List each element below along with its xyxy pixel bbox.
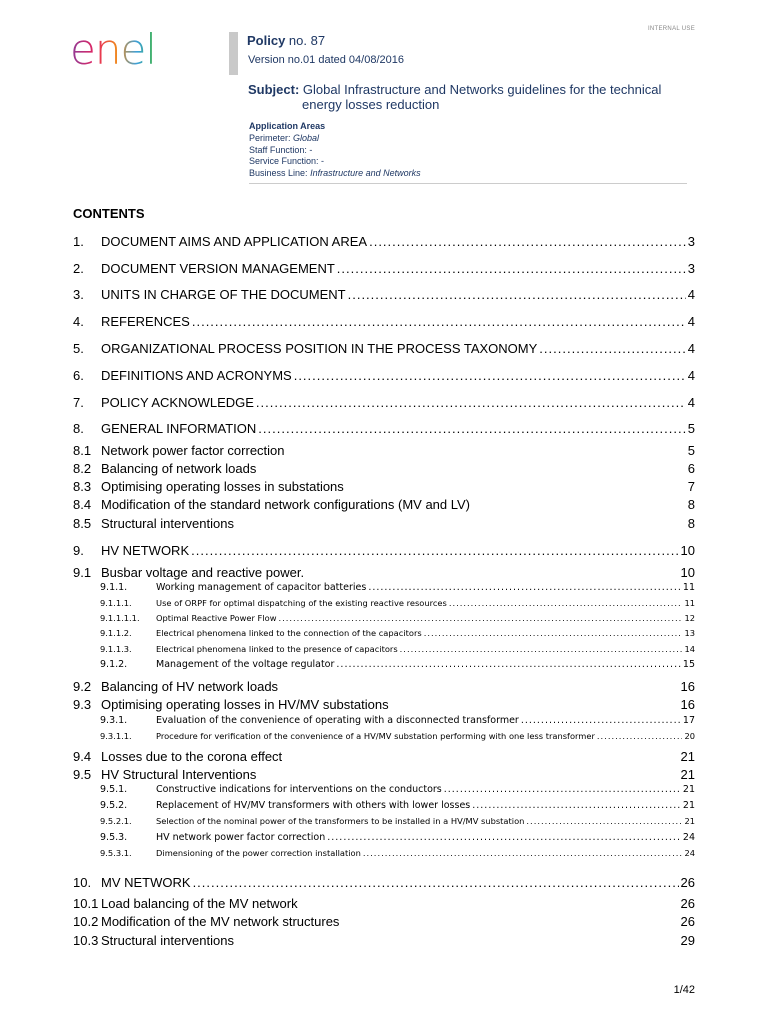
toc-label: Modification of the MV network structures [101, 914, 340, 929]
toc-number: 10.2 [73, 914, 99, 929]
toc-leader [363, 848, 683, 858]
toc-number: 9.2 [73, 679, 92, 694]
toc-page: 24 [682, 832, 695, 843]
toc-entry[interactable] [73, 565, 695, 580]
contents-heading: CONTENTS [73, 206, 145, 221]
toc-entry[interactable] [73, 679, 695, 694]
toc-entry[interactable] [100, 628, 695, 638]
toc-page: 20 [684, 731, 695, 741]
toc-leader [337, 261, 686, 276]
toc-leader [369, 234, 686, 249]
toc-page: 6 [687, 461, 695, 476]
toc-label: HV NETWORK [101, 543, 190, 558]
toc-label: Management of the voltage regulator [156, 659, 335, 670]
toc-number: 9.1.1.3. [100, 644, 132, 654]
toc-entry[interactable] [100, 816, 695, 826]
toc-number: 9.5.3.1. [100, 848, 132, 858]
perimeter-line [249, 133, 421, 145]
toc-leader [424, 628, 683, 638]
toc-entry[interactable] [73, 543, 695, 558]
toc-number: 10.1 [73, 896, 99, 911]
toc-page: 12 [684, 613, 695, 623]
toc-entry[interactable] [73, 314, 695, 329]
toc-label: Busbar voltage and reactive power. [101, 565, 305, 580]
toc-page: 16 [680, 697, 695, 712]
toc-page: 4 [687, 368, 695, 383]
toc-number: 9.1.1.1.1. [100, 613, 140, 623]
toc-number: 8.2 [73, 461, 92, 476]
toc-leader [193, 875, 679, 890]
toc-number: 7. [73, 395, 84, 410]
header-divider [249, 183, 687, 184]
toc-label: DEFINITIONS AND ACRONYMS [101, 368, 292, 383]
toc-leader [400, 644, 683, 654]
toc-label: UNITS IN CHARGE OF THE DOCUMENT [101, 287, 346, 302]
toc-entry[interactable] [73, 234, 695, 249]
toc-entry[interactable] [73, 497, 695, 512]
toc-leader [256, 395, 686, 410]
toc-number: 9.5.2. [100, 800, 128, 811]
toc-leader [539, 341, 685, 356]
business-line-value: Infrastructure and Networks [310, 168, 421, 179]
toc-label: Working management of capacitor batteries [156, 582, 367, 593]
toc-entry[interactable] [73, 368, 695, 383]
toc-page: 21 [682, 800, 695, 811]
subject-label: Subject: [248, 82, 300, 97]
toc-page: 4 [687, 314, 695, 329]
page-number: 1/42 [673, 984, 695, 996]
toc-page: 14 [684, 644, 695, 654]
toc-label: Optimising operating losses in HV/MV substations [101, 697, 389, 712]
toc-label: DOCUMENT VERSION MANAGEMENT [101, 261, 335, 276]
business-line [249, 168, 421, 180]
toc-entry[interactable] [73, 461, 695, 476]
toc-entry[interactable] [73, 697, 695, 712]
toc-entry[interactable] [100, 644, 695, 654]
toc-leader [444, 784, 681, 795]
perimeter-label: Perimeter: [249, 132, 291, 143]
toc-page: 8 [687, 516, 695, 531]
toc-label: Losses due to the corona effect [101, 749, 283, 764]
toc-number: 9.1 [73, 565, 92, 580]
toc-number: 8.3 [73, 479, 92, 494]
application-areas-title: Application Areas [249, 121, 326, 131]
toc-label: Load balancing of the MV network [101, 896, 298, 911]
toc-leader [336, 659, 681, 670]
toc-label: Structural interventions [101, 516, 234, 531]
toc-page: 21 [682, 784, 695, 795]
toc-page: 10 [680, 543, 695, 558]
perimeter-value: Global [293, 132, 320, 143]
toc-label: Structural interventions [101, 933, 234, 948]
toc-label: Electrical phenomena linked to the connection of the capacitors [156, 628, 422, 638]
toc-label: Network power factor correction [101, 443, 285, 458]
business-line-label: Business Line: [249, 168, 308, 179]
toc-label: Modification of the standard network configurations (MV and LV) [101, 497, 471, 512]
toc-number: 8.1 [73, 443, 92, 458]
toc-number: 9.5.1. [100, 784, 128, 795]
toc-page: 8 [687, 497, 695, 512]
internal-use-label: INTERNAL USE [647, 26, 695, 32]
toc-number: 6. [73, 368, 84, 383]
toc-label: DOCUMENT AIMS AND APPLICATION AREA [101, 234, 368, 249]
toc-entry[interactable] [100, 800, 695, 811]
toc-page: 26 [680, 914, 695, 929]
toc-number: 1. [73, 234, 84, 249]
toc-page: 10 [680, 565, 695, 580]
toc-number: 9.5.3. [100, 832, 128, 843]
toc-page: 5 [687, 443, 695, 458]
toc-entry[interactable] [100, 784, 695, 795]
toc-entry[interactable] [73, 749, 695, 764]
toc-page: 29 [680, 933, 695, 948]
toc-number: 8.4 [73, 497, 92, 512]
toc-entry[interactable] [100, 582, 695, 593]
toc-page: 26 [680, 896, 695, 911]
logo-text: enel [70, 28, 156, 72]
toc-leader [327, 832, 681, 843]
toc-page: 7 [687, 479, 695, 494]
toc-number: 9.5.2.1. [100, 816, 132, 826]
toc-page: 11 [684, 598, 695, 608]
toc-entry[interactable] [73, 395, 695, 410]
toc-leader [449, 598, 683, 608]
toc-page: 24 [684, 848, 695, 858]
toc-leader [472, 800, 681, 811]
toc-number: 3. [73, 287, 84, 302]
policy-number: no. 87 [288, 33, 326, 48]
toc-number: 4. [73, 314, 84, 329]
toc-entry[interactable] [100, 731, 695, 741]
service-function: Service Function: - [249, 156, 325, 167]
toc-number: 8. [73, 421, 84, 436]
application-areas [249, 121, 421, 180]
toc-entry[interactable] [100, 832, 695, 843]
toc-page: 16 [680, 679, 695, 694]
toc-page: 4 [687, 287, 695, 302]
toc-page: 15 [682, 659, 695, 670]
toc-page: 11 [682, 582, 695, 593]
toc-leader [526, 816, 682, 826]
toc-page: 21 [680, 767, 695, 782]
toc-number: 9.1.1.1. [100, 598, 132, 608]
subject-line2: energy losses reduction [302, 97, 440, 112]
toc-label: Balancing of network loads [101, 461, 257, 476]
toc-page: 26 [680, 875, 695, 890]
toc-label: ORGANIZATIONAL PROCESS POSITION IN THE PROCESS TAXONOMY [101, 341, 538, 356]
toc-number: 2. [73, 261, 84, 276]
toc-entry[interactable] [73, 516, 695, 531]
toc-entry[interactable] [73, 443, 695, 458]
toc-label: Replacement of HV/MV transformers with others with lower losses [156, 800, 471, 811]
toc-entry[interactable] [100, 598, 695, 608]
toc-label: POLICY ACKNOWLEDGE [101, 395, 254, 410]
toc-entry[interactable] [73, 479, 695, 494]
toc-label: HV Structural Interventions [101, 767, 257, 782]
toc-leader [348, 287, 686, 302]
toc-entry[interactable] [100, 715, 695, 726]
toc-entry[interactable] [73, 767, 695, 782]
toc-entry[interactable] [100, 848, 695, 858]
toc-entry[interactable] [73, 261, 695, 276]
enel-logo-graphic [70, 28, 182, 72]
policy-version: Version no.01 dated 04/08/2016 [248, 54, 404, 66]
toc-page: 3 [687, 234, 695, 249]
toc-page: 5 [687, 421, 695, 436]
toc-label: Dimensioning of the power correction installation [156, 848, 361, 858]
toc-number: 9.5 [73, 767, 92, 782]
toc-entry[interactable] [73, 287, 695, 302]
toc-label: MV NETWORK [101, 875, 191, 890]
toc-label: HV network power factor correction [156, 832, 326, 843]
toc-number: 10.3 [73, 933, 99, 948]
toc-entry[interactable] [73, 914, 695, 929]
toc-label: Selection of the nominal power of the transformers to be installed in a HV/MV substation [156, 816, 525, 826]
toc-entry[interactable] [73, 341, 695, 356]
toc-page: 17 [682, 715, 695, 726]
toc-number: 9.3 [73, 697, 92, 712]
toc-label: Evaluation of the convenience of operating with a disconnected transformer [156, 715, 519, 726]
subject-line1: Global Infrastructure and Networks guidelines for the technical [302, 82, 662, 97]
toc-entry[interactable] [73, 875, 695, 890]
toc-leader [368, 582, 681, 593]
toc-label: Balancing of HV network loads [101, 679, 279, 694]
toc-number: 9. [73, 543, 84, 558]
toc-leader [278, 613, 682, 623]
policy-title [247, 33, 325, 48]
toc-leader [191, 543, 678, 558]
subject-block [248, 82, 678, 112]
toc-entry[interactable] [100, 659, 695, 670]
toc-leader [258, 421, 685, 436]
toc-entry[interactable] [73, 421, 695, 436]
toc-leader [192, 314, 686, 329]
toc-entry[interactable] [73, 896, 695, 911]
toc-number: 8.5 [73, 516, 92, 531]
toc-label: REFERENCES [101, 314, 190, 329]
toc-number: 5. [73, 341, 84, 356]
header-accent-bar [229, 32, 238, 75]
toc-label: Procedure for verification of the convenience of a HV/MV substation performing with one less transformer [156, 731, 595, 741]
staff-function: Staff Function: - [249, 144, 313, 155]
toc-number: 9.1.1. [100, 582, 128, 593]
toc-leader [521, 715, 681, 726]
toc-leader [294, 368, 686, 383]
toc-entry[interactable] [100, 613, 695, 623]
toc-page: 21 [680, 749, 695, 764]
toc-leader [597, 731, 683, 741]
toc-number: 10. [73, 875, 92, 890]
toc-label: Constructive indications for interventions on the conductors [156, 784, 442, 795]
toc-number: 9.4 [73, 749, 92, 764]
toc-label: Use of ORPF for optimal dispatching of the existing reactive resources [156, 598, 447, 608]
toc-label: Optimising operating losses in substations [101, 479, 344, 494]
toc-page: 21 [684, 816, 695, 826]
toc-label: Electrical phenomena linked to the presence of capacitors [156, 644, 398, 654]
toc-page: 4 [687, 395, 695, 410]
toc-label: GENERAL INFORMATION [101, 421, 257, 436]
toc-number: 9.3.1. [100, 715, 128, 726]
policy-label: Policy [247, 33, 286, 48]
toc-page: 4 [687, 341, 695, 356]
toc-label: Optimal Reactive Power Flow [156, 613, 277, 623]
enel-logo [70, 28, 182, 77]
toc-page: 13 [684, 628, 695, 638]
toc-number: 9.1.1.2. [100, 628, 132, 638]
toc-number: 9.1.2. [100, 659, 128, 670]
toc-entry[interactable] [73, 933, 695, 948]
toc-page: 3 [687, 261, 695, 276]
toc-number: 9.3.1.1. [100, 731, 132, 741]
